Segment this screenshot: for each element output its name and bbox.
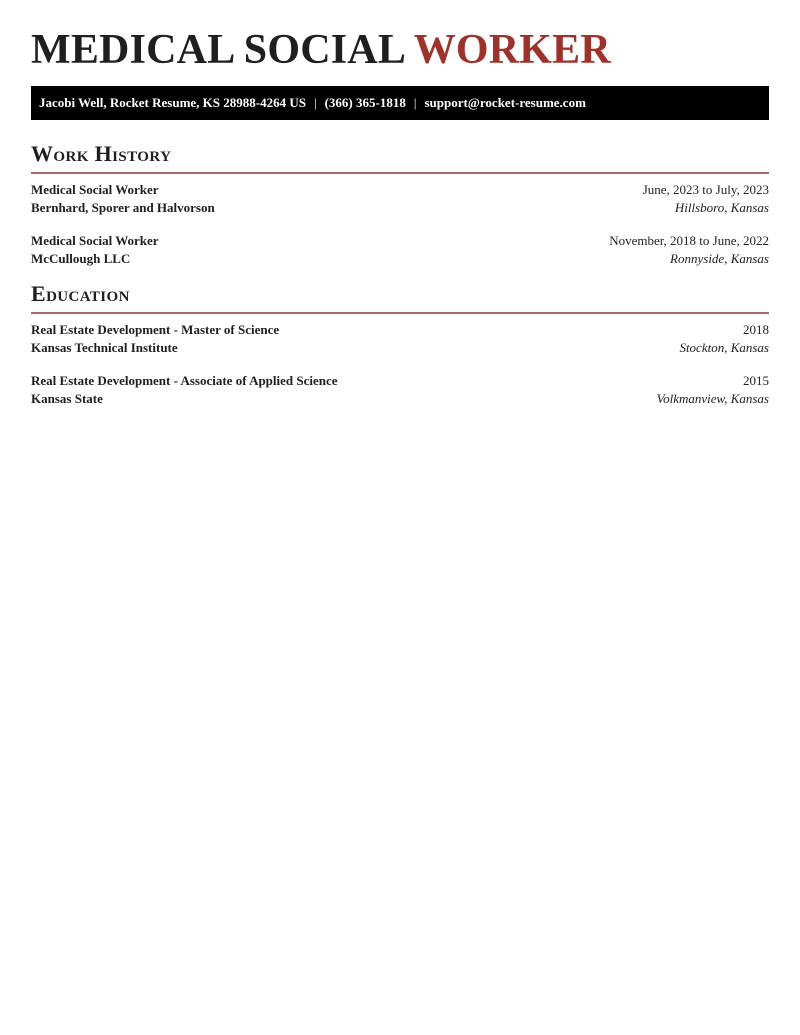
work-history-heading: Work History xyxy=(31,141,172,166)
degree-name: Real Estate Development - Master of Science xyxy=(31,322,280,337)
contact-separator: | xyxy=(313,95,317,110)
degree-name: Real Estate Development - Associate of Applied Science xyxy=(31,373,338,388)
contact-email: support@rocket-resume.com xyxy=(424,95,586,110)
school-location: Stockton, Kansas xyxy=(679,340,769,355)
employer-name: Bernhard, Sporer and Halvorson xyxy=(31,200,215,215)
job-location: Hillsboro, Kansas xyxy=(674,200,769,215)
contact-address: Jacobi Well, Rocket Resume, KS 28988-4264 US xyxy=(39,95,306,110)
resume-title xyxy=(31,27,611,73)
work-entry xyxy=(31,232,769,268)
work-entry xyxy=(31,181,769,217)
school-name: Kansas State xyxy=(31,391,103,406)
job-location: Ronnyside, Kansas xyxy=(670,251,769,266)
title-main: MEDICAL SOCIAL xyxy=(31,27,404,73)
education-entry xyxy=(31,321,769,357)
education-heading: Education xyxy=(31,281,130,306)
school-location: Volkmanview, Kansas xyxy=(656,391,769,406)
contact-separator: | xyxy=(413,95,417,110)
contact-phone: (366) 365-1818 xyxy=(324,95,406,110)
job-title: Medical Social Worker xyxy=(31,182,159,197)
graduation-year: 2015 xyxy=(743,373,769,388)
job-dates: June, 2023 to July, 2023 xyxy=(642,182,769,197)
job-title: Medical Social Worker xyxy=(31,233,159,248)
title-accent: WORKER xyxy=(413,27,611,73)
school-name: Kansas Technical Institute xyxy=(31,340,178,355)
education-entry xyxy=(31,372,769,408)
section-divider xyxy=(31,312,769,314)
section-divider xyxy=(31,172,769,174)
employer-name: McCullough LLC xyxy=(31,251,131,266)
graduation-year: 2018 xyxy=(743,322,769,337)
contact-bar xyxy=(31,86,769,120)
job-dates: November, 2018 to June, 2022 xyxy=(609,233,769,248)
